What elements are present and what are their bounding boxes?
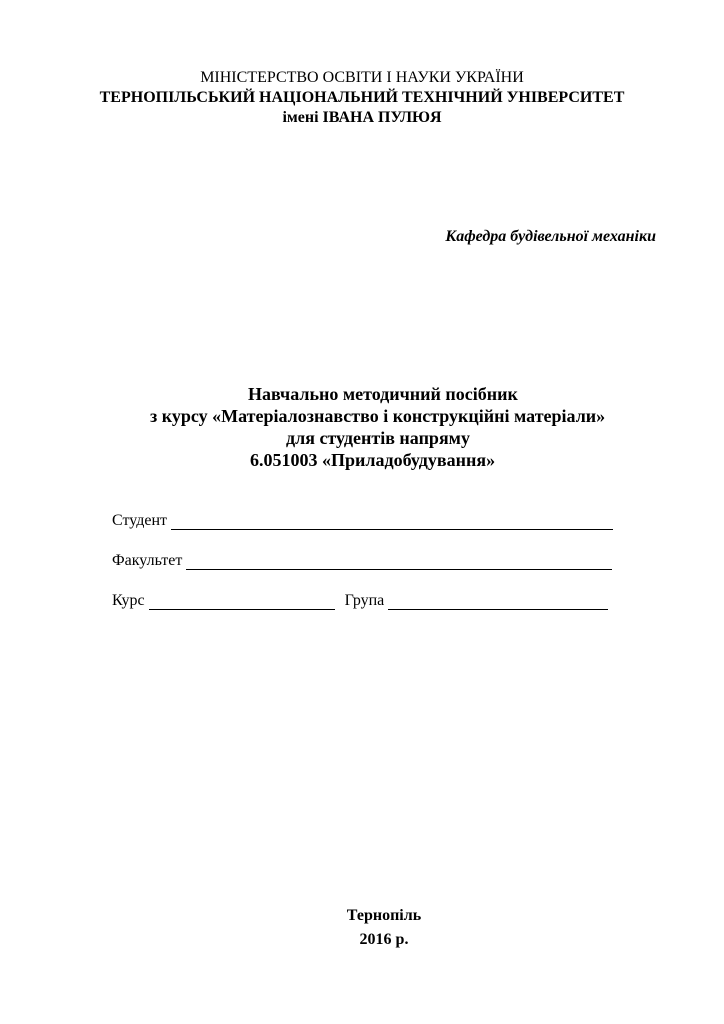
faculty-blank-line[interactable] (186, 555, 612, 570)
city-name: Тернопіль (346, 907, 422, 924)
institution-header (0, 68, 724, 128)
title-line-3: для студентів напряму (286, 428, 470, 448)
faculty-label: Факультет (112, 552, 183, 569)
student-field-row (112, 512, 613, 530)
title-line-2: з курсу «Матеріалознавство і конструкційні матеріали» (150, 406, 606, 426)
group-label: Група (344, 592, 385, 609)
ministry-name: МІНІСТЕРСТВО ОСВІТИ І НАУКИ УКРАЇНИ (200, 69, 524, 86)
course-label: Курс (112, 592, 145, 609)
department-name: Кафедра будівельної механіки (445, 228, 656, 245)
faculty-field-row (112, 552, 612, 570)
publication-year: 2016 р. (359, 931, 409, 948)
course-group-field-row (112, 592, 608, 610)
group-blank-line[interactable] (388, 595, 608, 610)
university-named-after: імені ІВАНА ПУЛЮЯ (282, 109, 442, 126)
course-blank-line[interactable] (149, 595, 335, 610)
university-name: ТЕРНОПІЛЬСЬКИЙ НАЦІОНАЛЬНИЙ ТЕХНІЧНИЙ УНІВЕРСИТЕТ (99, 89, 625, 106)
student-blank-line[interactable] (171, 515, 613, 530)
title-line-1: Навчально методичний посібник (248, 384, 518, 404)
title-line-4: 6.051003 «Приладобудування» (250, 450, 496, 470)
student-label: Студент (112, 512, 168, 529)
document-footer (0, 904, 724, 952)
